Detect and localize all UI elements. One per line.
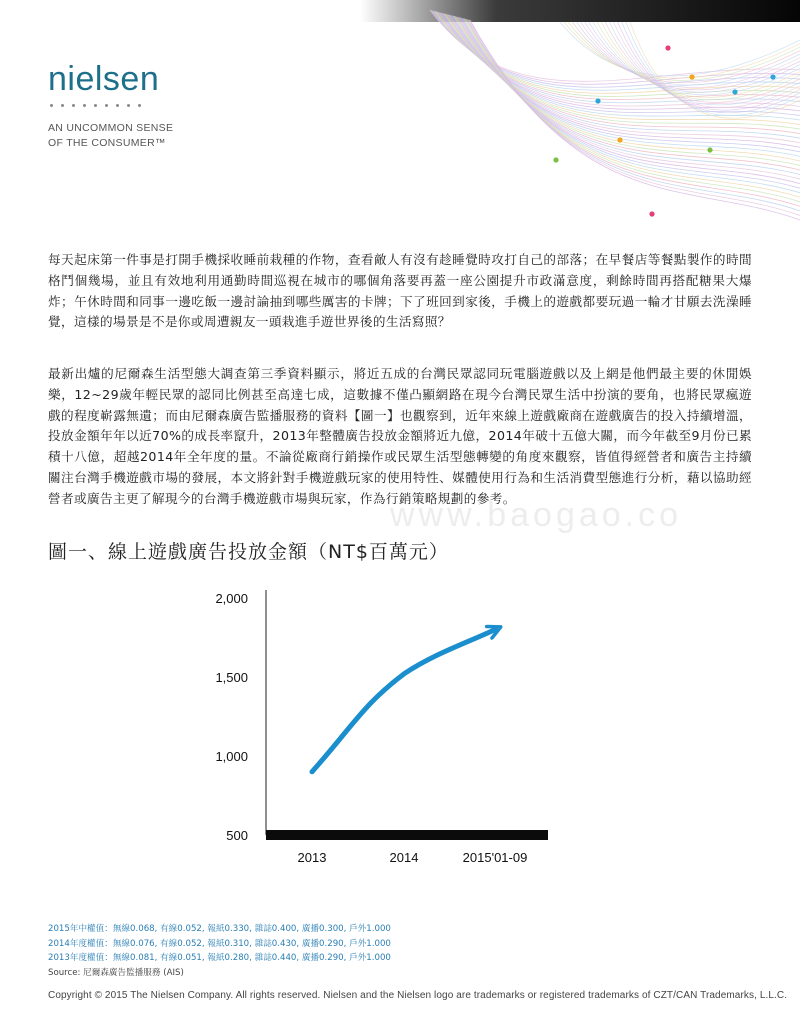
deco-line xyxy=(434,11,800,90)
deco-line xyxy=(457,17,800,170)
y-tick-label: 1,000 xyxy=(215,749,248,764)
watermark: www.baogao.co xyxy=(390,496,683,534)
y-axis-ticks xyxy=(215,591,248,843)
chart-notes xyxy=(48,922,391,980)
x-tick-label: 2014 xyxy=(389,850,419,865)
figure-title: 圖一、線上遊戲廣告投放金額（NT$百萬元） xyxy=(48,541,449,563)
series-line xyxy=(312,630,495,772)
deco-line xyxy=(568,22,800,80)
deco-line xyxy=(432,11,800,88)
copyright-footer: Copyright © 2015 The Nielsen Company. All rights reserved. Nielsen and the Nielsen logo are trademarks or registered trademarks of CZT/CAN Trademarks, L.L.C. xyxy=(48,990,788,1001)
weight-note-2015: 2015年中權值：無線0.068, 有線0.052, 報紙0.330, 雜誌0.400, 廣播0.300, 戶外1.000 xyxy=(48,924,391,934)
nielsen-logo xyxy=(48,62,159,107)
logo-tagline xyxy=(48,121,173,151)
y-tick-label: 1,500 xyxy=(215,670,248,685)
deco-dot xyxy=(553,157,558,162)
plot-area xyxy=(266,590,548,840)
deco-line xyxy=(435,11,800,93)
source-note: Source: 尼爾森廣告監播服務 (AIS) xyxy=(48,967,184,978)
x-tick-label: 2013 xyxy=(297,850,327,865)
line-art-dots xyxy=(553,45,775,216)
y-tick-label: 2,000 xyxy=(215,591,248,606)
x-axis-ticks xyxy=(298,850,528,865)
deco-line xyxy=(593,22,800,95)
weight-note-2014: 2014年度權值：無線0.076, 有線0.052, 報紙0.310, 雜誌0.430, 廣播0.290, 戶外1.000 xyxy=(48,938,391,949)
y-tick-label: 500 xyxy=(226,828,248,843)
x-tick-label: 2015'01-09 xyxy=(462,850,528,865)
logo-dots xyxy=(48,104,159,107)
line-art xyxy=(430,10,800,220)
weight-note-2013: 2013年度權值：無線0.081, 有線0.051, 報紙0.280, 雜誌0.440, 廣播0.290, 戶外1.000 xyxy=(48,953,391,963)
tagline-line-2: OF THE CONSUMER™ xyxy=(48,137,166,149)
deco-line xyxy=(452,15,800,151)
deco-dot xyxy=(617,137,622,142)
deco-dot xyxy=(770,74,775,79)
deco-line xyxy=(463,18,800,193)
header-band xyxy=(0,0,800,22)
x-axis-bar xyxy=(266,830,548,840)
deco-dot xyxy=(707,147,712,152)
body-paragraph-1: 每天起床第一件事是打開手機採收睡前栽種的作物，查看敵人有沒有趁睡覺時攻打自己的部落；在早餐店等餐點製作的時間格鬥個幾場，並且有效地利用通勤時間巡視在城市的哪個角落要再蓋一座公園提升市政滿意度，剩餘時間再搭配糖果大爆炸；午休時間和同事一邊吃飯一邊討論抽到哪些厲害的卡牌；下了班回到家後，手機上的遊戲都要玩過一輪才甘願去洗澡睡覺，這樣的場景是不是你或周遭親友一頭栽進手遊世界後的生活寫照？ xyxy=(48,252,752,330)
header-decoration xyxy=(0,0,800,240)
deco-line xyxy=(460,18,800,184)
deco-dot xyxy=(665,45,670,50)
deco-dot xyxy=(595,98,600,103)
body-paragraph-2: 最新出爐的尼爾森生活型態大調查第三季資料顯示，將近五成的台灣民眾認同玩電腦遊戲以及上網是他們最主要的休閒娛樂，12~29歲年輕民眾的認同比例甚至高達七成，這數據不僅凸顯網路在現今台灣民眾生活中扮演的要角，也將民眾瘋遊戲的程度嶄露無遺；而由尼爾森廣告監播服務的資料【圖一】也觀察到，近年來線上遊戲廠商在遊戲廣告的投入持續增溫，投放金額年年以近70%的成長率竄升，2013年整體廣告投放金額將近九億，2014年破十五億大關，而今年截至9月份已累積十八億，超越2014年全年度的量。不論從廠商行銷操作或民眾生活型態轉變的角度來觀察，皆值得經營者和廣告主持續關注台灣手機遊戲市場的發展，本文將針對手機遊戲玩家的使用特性、媒體使用行為和生活消費型態進行分析，藉以協助經營者或廣告主更了解現今的台灣手機遊戲市場與玩家，作為行銷策略規劃的參考。 xyxy=(48,366,752,506)
tagline-line-1: AN UNCOMMON SENSE xyxy=(48,122,174,134)
deco-dot xyxy=(689,74,694,79)
deco-dot xyxy=(732,89,737,94)
deco-dot xyxy=(649,211,654,216)
logo-wordmark: nielsen xyxy=(48,60,160,98)
line-chart xyxy=(0,570,800,900)
